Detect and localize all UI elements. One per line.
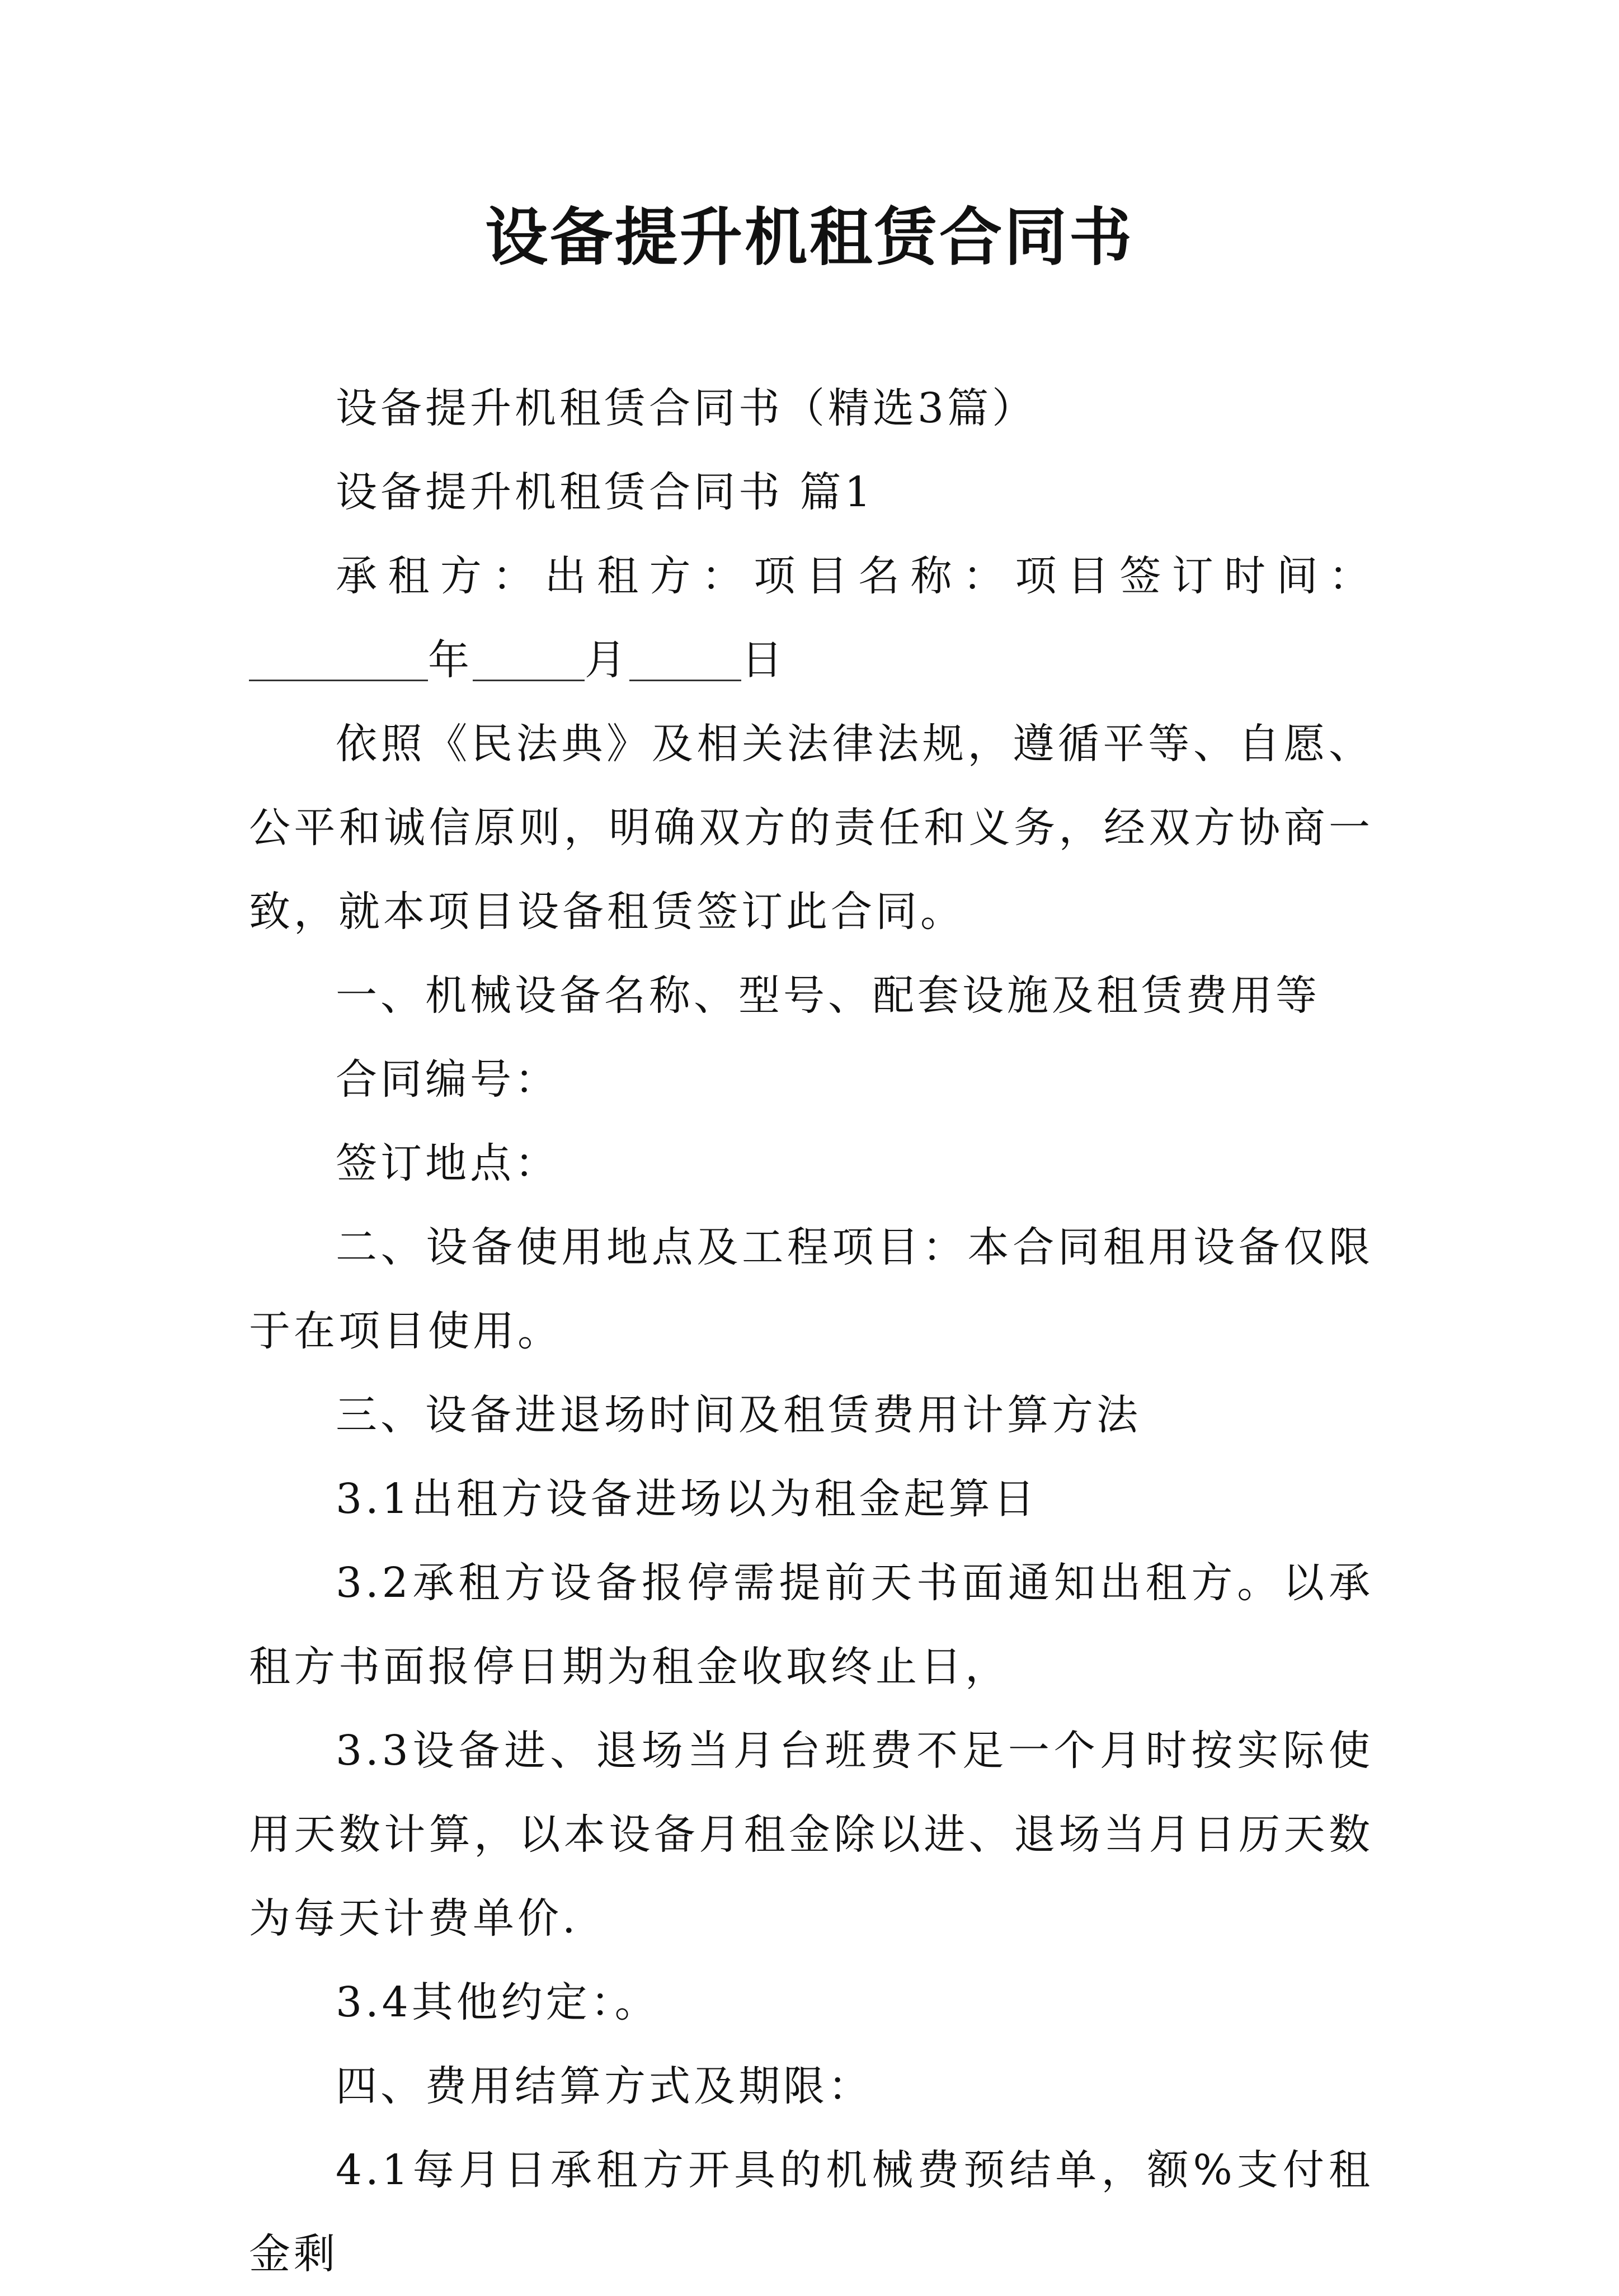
paragraph-signing-location: 签订地点： [336, 1139, 559, 1187]
blank-line [249, 638, 428, 681]
paragraph-clause-3-2: 3.2承租方设备报停需提前天书面通知出租方。以承租方书面报停日期为租金收取终止日， [249, 1559, 1373, 1691]
paragraph-clause-3-3: 3.3设备进、退场当月台班费不足一个月时按实际使用天数计算，以本设备月租金除以进、退场当月日历天数为每天计费单价. [249, 1727, 1373, 1943]
paragraph-contract-number: 合同编号： [336, 1055, 559, 1104]
paragraph-clause-3-1: 3.1出租方设备进场以为租金起算日 [336, 1475, 1038, 1523]
paragraph-subtitle: 设备提升机租赁合同书（精选3篇） [336, 384, 1037, 432]
paragraph-clause-4-1: 4.1每月日承租方开具的机械费预结单，额%支付租金剩 [249, 2146, 1373, 2278]
document-body [249, 366, 1373, 2296]
paragraph-clause-1: 一、机械设备名称、型号、配套设施及租赁费用等 [336, 972, 1320, 1020]
paragraph-clause-3-4: 3.4其他约定：。 [336, 1978, 660, 2026]
year-label: 年 [428, 636, 473, 684]
blank-line [473, 638, 585, 681]
paragraph-clause-3: 三、设备进退场时间及租赁费用计算方法 [336, 1391, 1141, 1439]
paragraph-clause-4: 四、费用结算方式及期限： [336, 2062, 873, 2110]
day-label: 日 [741, 636, 786, 684]
paragraph-section-heading: 设备提升机租赁合同书 篇1 [336, 468, 874, 516]
document-title: 设备提升机租赁合同书 [485, 201, 1134, 274]
paragraph-parties [249, 534, 1373, 702]
blank-line [629, 638, 741, 681]
parties-text: 承租方：出租方：项目名称：项目签订时间： [336, 552, 1373, 600]
month-label: 月 [585, 636, 629, 684]
paragraph-clause-2: 二、设备使用地点及工程项目：本合同租用设备仅限于在项目使用。 [249, 1223, 1373, 1355]
paragraph-preamble: 依照《民法典》及相关法律法规，遵循平等、自愿、公平和诚信原则，明确双方的责任和义务，经双方协商一致，就本项目设备租赁签订此合同。 [249, 720, 1373, 936]
